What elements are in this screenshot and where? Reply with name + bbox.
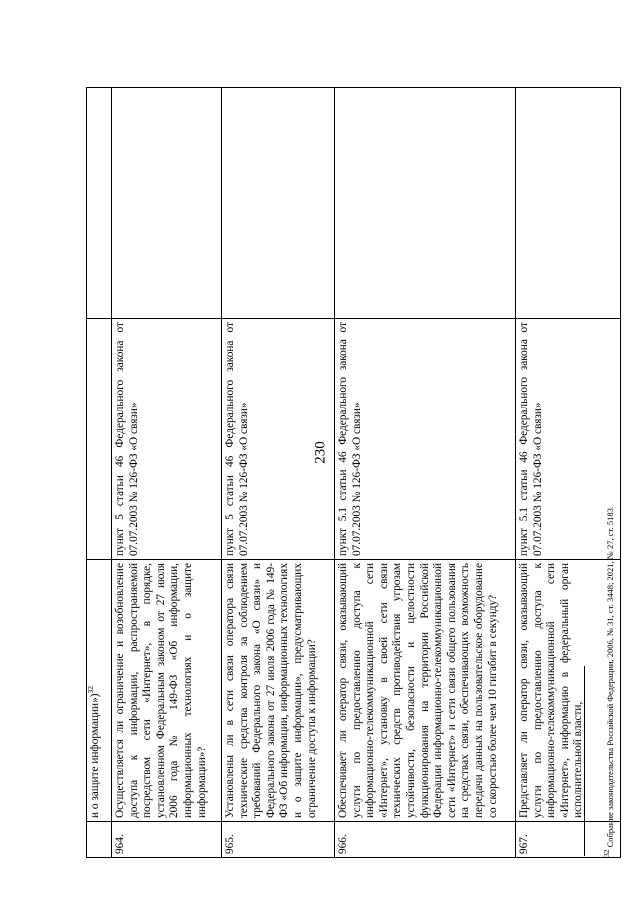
question-text: Обеспечивает ли оператор связи, оказывающий услуги по предоставлению доступа к информационно-телекоммуникационной сети «Интернет», установку в своей сети связи технических средств противодействия угрозам устойчивости, безопасности и целостности функционирования на территории Российской Федерации информационно-телекоммуникационной сети «Интернет» и сети связи общего пользования на средствах связи, обеспечивающих возможность передачи данных на пользовательское оборудование со скоростью более чем 10 гигабит в секунду?: [335, 560, 516, 822]
num-cell: [87, 822, 112, 858]
footnote-number: 32: [602, 849, 612, 857]
legal-reference: пункт 5.1 статьи 46 Федерального закона от 07.07.2003 № 126-ФЗ «О связи»: [516, 319, 621, 560]
header-fragment: и о защите информации»): [89, 693, 101, 818]
empty-cell: [87, 319, 112, 560]
question-text: Представляет ли оператор связи, оказывающий услуги по предоставлению доступа к информационно-телекоммуникационной сети «Интернет», информацию в федеральный орган исполнительной власти,: [516, 560, 621, 822]
footnote-text: Собрание законодательства Российской Федерации, 2006, № 31, ст. 3448; 2021, № 27, ст. 5183.: [605, 506, 615, 848]
row-number: 967.: [516, 822, 621, 858]
legal-reference: пункт 5 статьи 46 Федерального закона от 07.07.2003 № 126-ФЗ «О связи»: [222, 319, 335, 560]
row-number: 965.: [222, 822, 335, 858]
row-number: 966.: [335, 822, 516, 858]
footnote-ref: 32: [86, 685, 96, 694]
row-number: 964.: [112, 822, 222, 858]
empty-cell: [222, 88, 335, 319]
question-text: Установлены ли в сети связи оператора связи технические средства контроля за соблюдением требований Федерального закона «О связи» и Федерального закона от 27 июля 2006 года № 149-ФЗ «Об информации, информационных технологиях и о защите информации», предусматривающих ограничение доступа к информации?: [222, 560, 335, 822]
question-cell: [87, 560, 112, 822]
empty-cell: [112, 88, 222, 319]
empty-cell: [87, 88, 112, 319]
table-row: [112, 88, 222, 858]
question-text: Осуществляется ли ограничение и возобновление доступа к информации, распространяемой посредством сети «Интернет», в порядке, установленном Федеральным законом от 27 июля 2006 года № 149-ФЗ «Об информации, информационных технологиях и о защите информации»?: [112, 560, 222, 822]
table-row: [335, 88, 516, 858]
empty-cell: [335, 88, 516, 319]
footnote: [602, 506, 615, 857]
table-row: [87, 88, 112, 858]
empty-cell: [516, 88, 621, 319]
rotated-page-content: [86, 88, 616, 858]
legal-reference: пункт 5 статьи 46 Федерального закона от 07.07.2003 № 126-ФЗ «О связи»: [112, 319, 222, 560]
legal-reference: пункт 5.1 статьи 46 Федерального закона от 07.07.2003 № 126-ФЗ «О связи»: [335, 319, 516, 560]
checklist-table: [86, 87, 621, 858]
footnote-divider: [584, 666, 585, 856]
page-number: 230: [312, 441, 329, 464]
table-row: [222, 88, 335, 858]
